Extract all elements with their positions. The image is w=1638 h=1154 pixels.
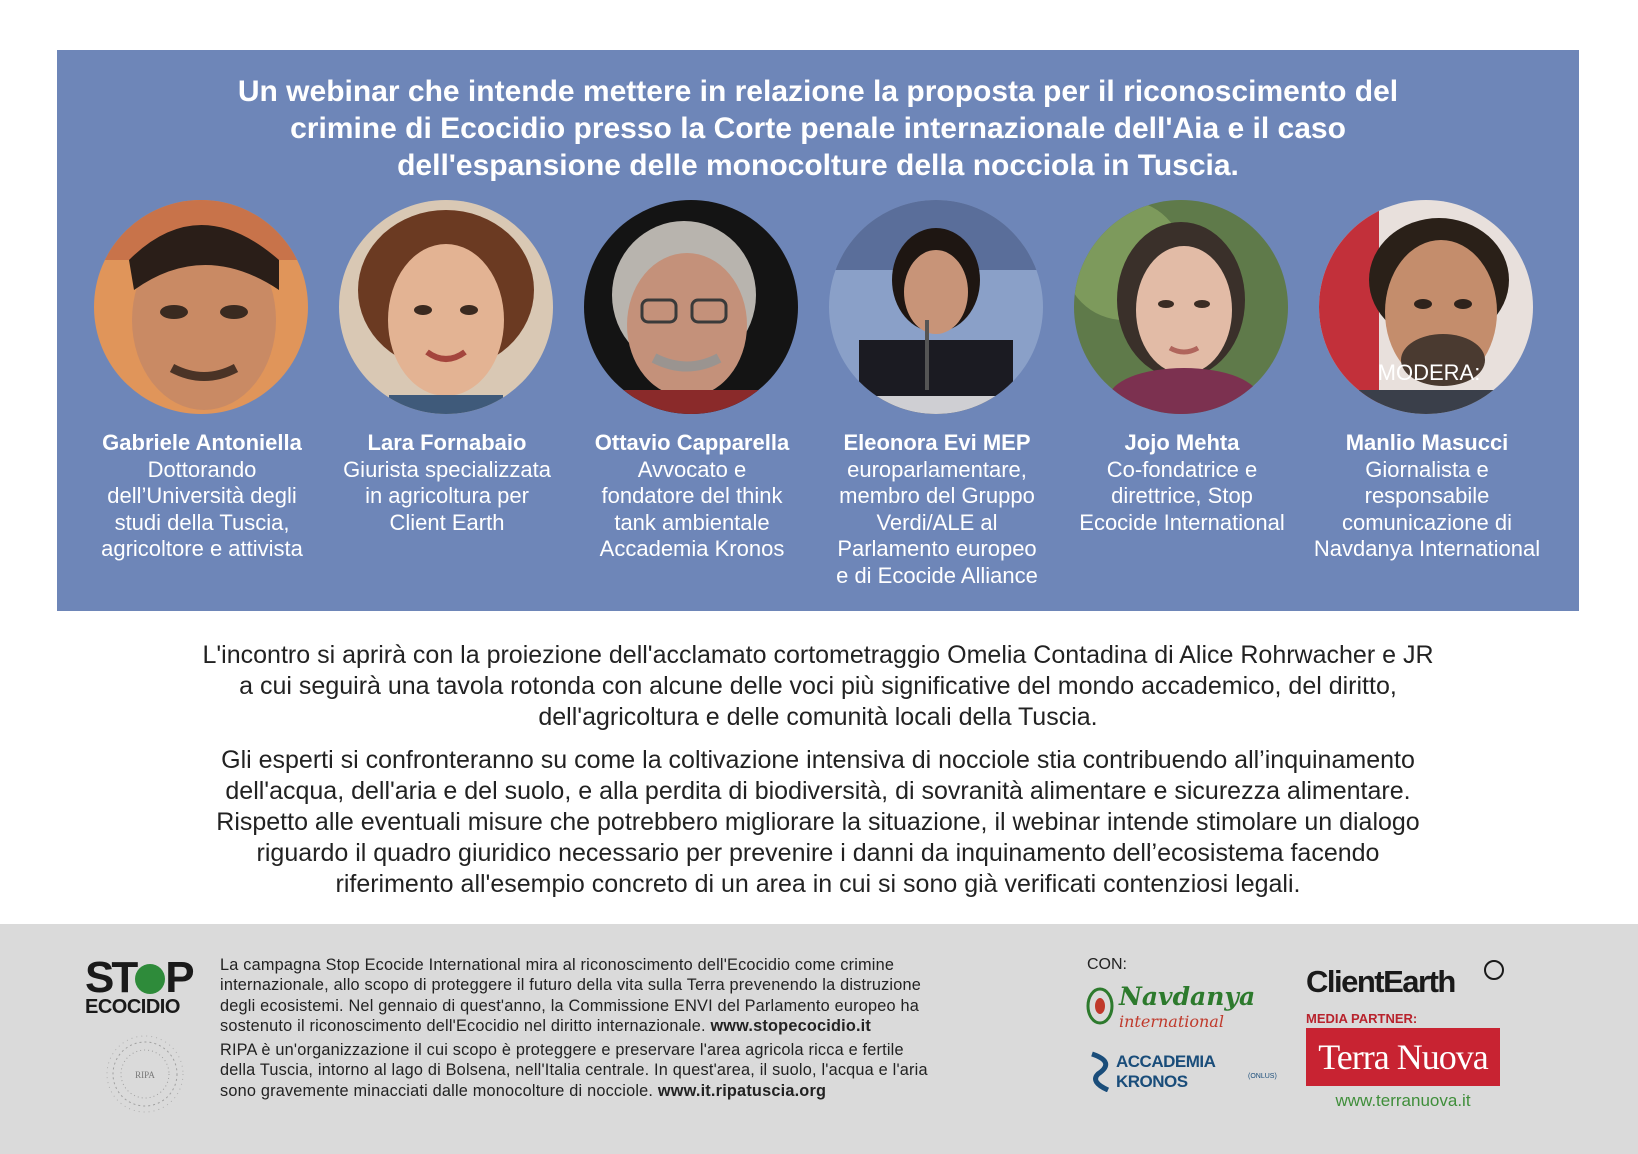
- kronos-name: ACCADEMIA KRONOS: [1116, 1052, 1215, 1091]
- partners-footer: [0, 924, 1638, 1154]
- speaker-info: [69, 430, 335, 563]
- speaker-info: [559, 430, 825, 563]
- stop-ecocidio-logo: [85, 953, 205, 1019]
- media-partner-label: MEDIA PARTNER:: [1306, 1011, 1418, 1026]
- speaker-photo: [94, 200, 308, 414]
- speaker-name: Manlio Masucci: [1345, 430, 1509, 455]
- terranuova-logo: Terra Nuova: [1306, 1028, 1500, 1086]
- stop-url-link[interactable]: www.stopecocidio.it: [710, 1016, 872, 1035]
- ripa-description-text: RIPA è un'organizzazione il cui scopo è proteggere e preservare l'area agricola ricca e fertile della Tuscia, intorno al lago di Bolsena, nell'Italia centrale. In quest'area, il suolo, l'acqua e l'aria sono gravemente minacciati dalle monocolture di nocciole.: [220, 1041, 928, 1100]
- stop-ecocide-description: [220, 955, 1060, 1036]
- ripa-url-link[interactable]: www.it.ripatuscia.org: [657, 1081, 827, 1100]
- intro-text: [57, 640, 1579, 900]
- stop-logo-subtitle: ECOCIDIO: [85, 996, 180, 1018]
- speaker-photo: [584, 200, 798, 414]
- speaker-info: [1049, 430, 1315, 536]
- speaker-role: Co-fondatrice e direttrice, Stop Ecocide International: [1079, 456, 1285, 535]
- speaker-name: Jojo Mehta: [1124, 430, 1240, 455]
- speaker-role: europarlamentare, membro del Gruppo Verdi/ALE al Parlamento europeo e di Ecocide Alliance: [836, 456, 1038, 588]
- navdanya-sub: international: [1119, 1012, 1224, 1031]
- headline-line: dell'espansione delle monocolture della nocciola in Tuscia.: [397, 149, 1239, 182]
- speaker-name: Eleonora Evi MEP: [843, 430, 1031, 455]
- headline-line: Un webinar che intende mettere in relazione la proposta per il riconoscimento del: [237, 75, 1399, 108]
- speaker-photo: [1074, 200, 1288, 414]
- speaker-name: Lara Fornabaio: [367, 430, 527, 455]
- stop-logo-word: ST P: [85, 953, 192, 1002]
- speaker-role: Avvocato e fondatore del think tank ambientale Accademia Kronos: [599, 456, 785, 561]
- navdanya-name: Navdanya: [1119, 982, 1256, 1011]
- moderator-badge: MODERA:: [1377, 360, 1481, 385]
- kronos-sub: (ONLUS): [1248, 1073, 1277, 1080]
- speaker-info: [1294, 430, 1560, 563]
- intro-paragraph: Gli esperti si confronteranno su come la coltivazione intensiva di nocciole stia contribuendo all’inquinamento dell'acqua, dell'aria e del suolo, e alla perdita di biodiversità, di sovranità alimentare e sicurezza alimentare. Rispetto alle eventuali misure che potrebbero migliorare la situazione, il webinar intende stimolare un dialogo riguardo il quadro giuridico necessario per prevenire i danni da inquinamento dell’ecosistema facendo riferimento all'esempio concreto di un area in cui si sono già verificati contenziosi legali.: [216, 746, 1420, 898]
- speaker-info: [804, 430, 1070, 589]
- speaker-role: Giurista specializzata in agricoltura per Client Earth: [343, 456, 551, 535]
- stop-logo-circle-icon: [135, 964, 165, 994]
- speaker-role: Dottorando dell’Università degli studi della Tuscia, agricoltore e attivista: [101, 456, 303, 561]
- stop-description-text: La campagna Stop Ecocide International mira al riconoscimento dell'Ecocidio come crimine internazionale, allo scopo di proteggere il futuro della vita sulla Terra prevenendo la distruzione degli ecosistemi. Nel gennaio di quest'anno, la Commissione ENVI del Parlamento europeo ha sostenuto il riconoscimento dell'Ecocidio nel diritto internazionale.: [220, 956, 922, 1035]
- speakers-banner: [57, 50, 1579, 611]
- navdanya-logo: [1085, 982, 1265, 1032]
- headline-line: crimine di Ecocidio presso la Corte penale internazionale dell'Aia e il caso: [290, 112, 1346, 145]
- speaker-info: [314, 430, 580, 536]
- ripa-logo-text: RIPA: [135, 1070, 155, 1080]
- headline: [57, 73, 1579, 184]
- speaker-photo: [829, 200, 1043, 414]
- intro-paragraph: L'incontro si aprirà con la proiezione dell'acclamato cortometraggio Omelia Contadina di Alice Rohrwacher e JR a cui seguirà una tavola rotonda con alcune delle voci più significative del mondo accademico, del diritto, dell'agricoltura e delle comunità locali della Tuscia.: [202, 641, 1434, 731]
- terranuova-url[interactable]: www.terranuova.it: [1335, 1091, 1471, 1110]
- speaker-role: Giornalista e responsabile comunicazione di Navdanya International: [1313, 456, 1541, 561]
- speaker-name: Gabriele Antoniella: [102, 430, 302, 455]
- clientearth-logo: ClientEarth: [1306, 964, 1455, 999]
- navdanya-seed-icon: [1085, 986, 1115, 1026]
- speaker-name: Ottavio Capparella: [594, 430, 790, 455]
- footer-description: [220, 955, 1060, 1101]
- speaker-photo: [339, 200, 553, 414]
- accademia-kronos-logo: [1088, 1044, 1284, 1092]
- ripa-logo: [103, 1032, 187, 1116]
- clientearth-plus-icon: [1484, 960, 1504, 980]
- ripa-description: [220, 1040, 1060, 1101]
- con-label: CON:: [1087, 956, 1127, 973]
